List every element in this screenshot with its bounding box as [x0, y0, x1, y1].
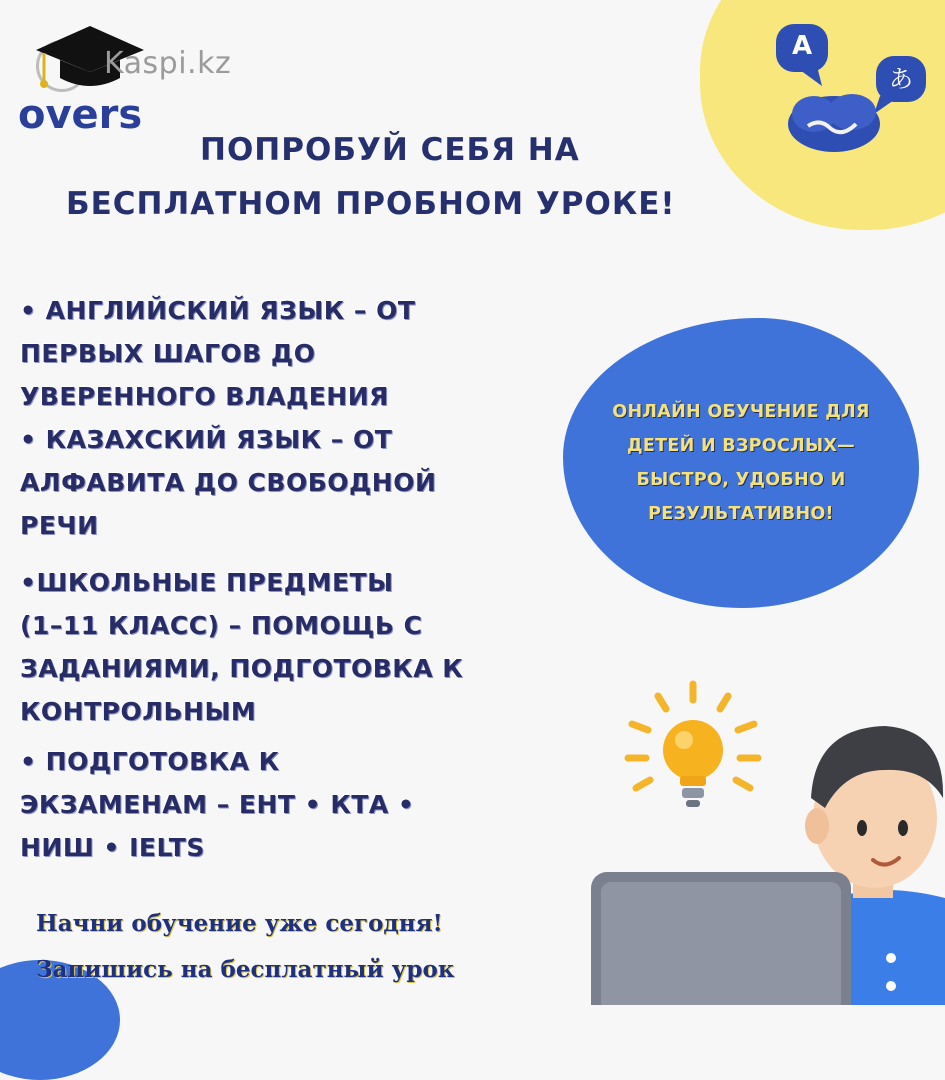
- list-line: РЕЧИ: [20, 511, 99, 540]
- list-line: •ШКОЛЬНЫЕ ПРЕДМЕТЫ: [20, 568, 394, 597]
- list-line: КОНТРОЛЬНЫМ: [20, 697, 257, 726]
- blob-text-line: ОНЛАЙН ОБУЧЕНИЕ ДЛЯ: [612, 402, 870, 422]
- list-line: ПЕРВЫХ ШАГОВ ДО: [20, 339, 316, 368]
- list-line: НИШ • IELTS: [20, 833, 205, 862]
- brand-logo-text: overs: [18, 92, 143, 138]
- blob-text-line: РЕЗУЛЬТАТИВНО!: [648, 504, 834, 524]
- headline-line-2: БЕСПЛАТНОМ ПРОБНОМ УРОКЕ!: [66, 186, 676, 222]
- watermark-text: Kaspi.kz: [104, 46, 232, 81]
- list-line: ЭКЗАМЕНАМ – ЕНТ • КТА •: [20, 790, 415, 819]
- info-blob: [563, 318, 919, 608]
- student-illustration: [585, 708, 945, 1005]
- list-line: (1–11 КЛАСС) – ПОМОЩЬ С: [20, 611, 423, 640]
- cta-line-2: Запишись на бесплатный урок: [36, 956, 455, 983]
- bubble-glyph-left: A: [791, 31, 813, 61]
- bubble-glyph-right: あ: [889, 65, 913, 93]
- list-line: ЗАДАНИЯМИ, ПОДГОТОВКА К: [20, 654, 464, 683]
- list-line: • КАЗАХСКИЙ ЯЗЫК – ОТ: [20, 425, 393, 454]
- list-line: • ПОДГОТОВКА К: [20, 747, 280, 776]
- list-line: УВЕРЕННОГО ВЛАДЕНИЯ: [20, 382, 389, 411]
- blob-text-line: БЫСТРО, УДОБНО И: [636, 470, 846, 490]
- blob-text-line: ДЕТЕЙ И ВЗРОСЛЫХ—: [627, 436, 855, 456]
- brain-icon: [788, 94, 880, 152]
- list-line: АЛФАВИТА ДО СВОБОДНОЙ: [20, 468, 437, 497]
- headline-line-1: ПОПРОБУЙ СЕБЯ НА: [200, 132, 580, 168]
- cta-line-1: Начни обучение уже сегодня!: [36, 910, 443, 937]
- list-line: • АНГЛИЙСКИЙ ЯЗЫК – ОТ: [20, 296, 416, 325]
